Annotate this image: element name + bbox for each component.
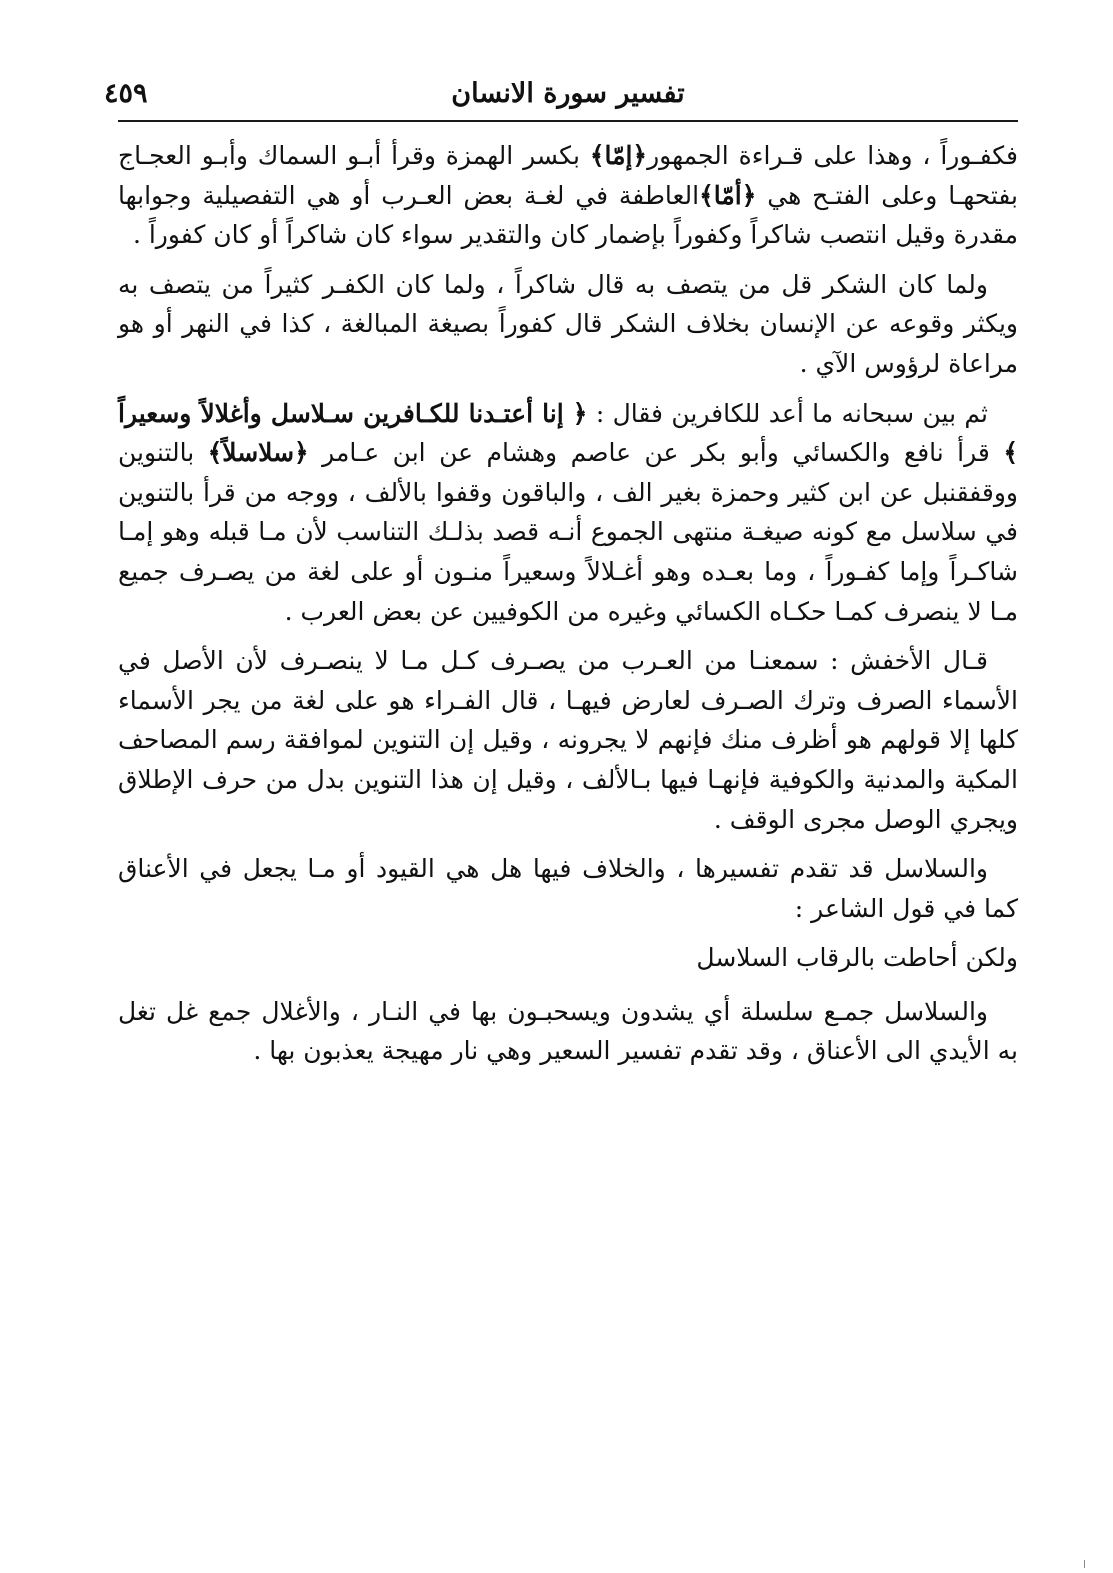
quran-quote: ﴿ إنا أعتـدنا للكـافرين سـلاسل وأغلالاً وسعيراً ﴾	[118, 398, 1018, 468]
paragraph	[118, 641, 1018, 839]
text-segment: قـال الأخفش : سمعنـا من العـرب من يصـرف كـل مـا لا ينصـرف لأن الأصل في الأسماء الصرف وترك الصـرف لعارض فيهـا ، قال الفـراء هو على لغة من يجر الأسماء كلها إلا قولهم هو أظرف منك فإنهم لا يجرونه ، وقيل إن التنوين لموافقة رسم المصاحف المكية والمدنية والكوفية فإنهـا فيها بـالألف ، وقيل إن هذا التنوين بدل من حرف الإطلاق ويجري الوصل مجرى الوقف .	[118, 646, 1018, 834]
paragraph	[118, 394, 1018, 632]
text-segment: فكفـوراً ، وهذا على قـراءة الجمهور	[647, 141, 1018, 170]
page-header	[104, 74, 1018, 122]
text-segment: ولما كان الشكر قل من يتصف به قال شاكراً ، ولما كان الكفـر كثيراً من يتصف به ويكثر وقوعه عن الإنسان بخلاف الشكر قال كفوراً بصيغة المبالغة ، كذا في النهر أو هو مراعاة لرؤوس الآي .	[118, 269, 1018, 378]
body-text	[118, 136, 1018, 1071]
paragraphs	[118, 136, 1018, 928]
quran-quote: ﴿أمّا﴾	[699, 180, 757, 210]
paragraph	[118, 265, 1018, 384]
text-segment: ثم بين سبحانه ما أعد للكافرين فقال :	[587, 398, 989, 428]
text-segment: قرأ نافع والكسائي وأبو بكر عن عاصم وهشام عن ابن عـامر	[308, 438, 1004, 468]
running-title: تفسير سورة الانسان	[451, 78, 685, 109]
document-page	[104, 74, 1018, 1081]
quran-quote: ﴿إمّا﴾	[589, 141, 648, 170]
paragraph	[118, 136, 1018, 255]
text-segment: والسلاسل قد تقدم تفسيرها ، والخلاف فيها هل هي القيود أو مـا يجعل في الأعناق كما في قول الشاعر :	[118, 854, 1018, 923]
paragraph	[118, 849, 1018, 928]
quran-quote: ﴿سلاسلاً﴾	[207, 438, 309, 468]
text-segment: بالتنوين ووقفقنبل عن ابن كثير وحمزة بغير الف ، والباقون وقفوا بالألف ، ووجه من قرأ بالتنوين في سلاسل مع كونه صيغـة منتهى الجموع أنـه قصد بذلـك التناسب لأن مـا قبله وهو إمـا شاكـراً وإما كفـوراً ، وما بعـده وهو أغـلالاً وسعيراً منـون أو على لغة من يصـرف جميع مـا لا ينصرف كمـا حكـاه الكسائي وغيره من الكوفيين عن بعض العرب .	[118, 438, 1018, 626]
poetry-verse: ولكن أحاطت بالرقاب السلاسل	[696, 943, 1018, 973]
closing-paragraph: والسلاسل جمـع سلسلة أي يشدون ويسحبـون بها في النـار ، والأغلال جمع غل تغل به الأيدي الى الأعناق ، وقد تقدم تفسير السعير وهي نار مهيجة يعذبون بها .	[118, 996, 1018, 1066]
scan-mark	[1084, 1560, 1085, 1568]
text-segment: العاطفة في لغـة بعض العـرب أو هي التفصيلية وجوابها مقدرة وقيل انتصب شاكراً وكفوراً بإضمار كان والتقدير سواء كان شاكراً أو كان كفوراً .	[118, 180, 1018, 250]
text-segment: بكسر الهمزة وقرأ أبـو السماك وأبـو العجـاج بفتحهـا وعلى الفتـح هي	[118, 141, 1018, 210]
page-number: ٤٥٩	[104, 78, 148, 109]
